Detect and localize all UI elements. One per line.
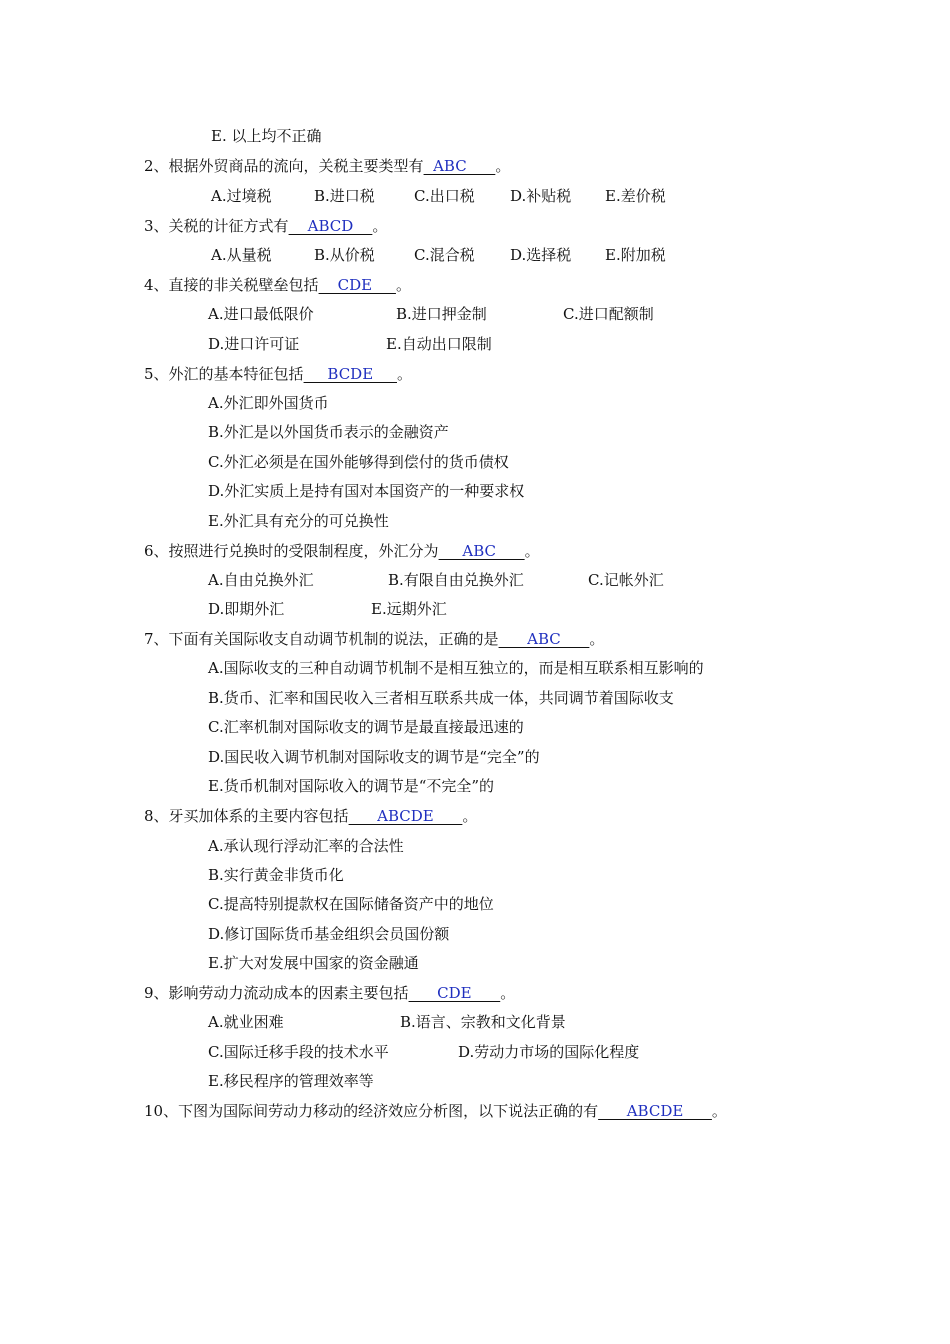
question-number: 9、 — [144, 984, 169, 1002]
question-text: 影响劳动力流动成本的因素主要包括 — [168, 984, 409, 1002]
question-6: 6、按照进行兑换时的受限制程度，外汇分为 ABC 。 — [144, 542, 540, 560]
question-text: 根据外贸商品的流向，关税主要类型有 — [168, 157, 424, 175]
options-row — [0, 1012, 950, 1032]
question-number: 4、 — [144, 276, 169, 294]
option-c: C.进口配额制 — [563, 305, 654, 323]
question-text: 按照进行兑换时的受限制程度，外汇分为 — [168, 542, 439, 560]
option-b: B.进口税 — [314, 187, 375, 205]
question-9: 9、影响劳动力流动成本的因素主要包括 CDE 。 — [144, 984, 516, 1002]
question-text: 下图为国际间劳动力移动的经济效应分析图，以下说法正确的有 — [178, 1102, 599, 1120]
question-7: 7、下面有关国际收支自动调节机制的说法，正确的是 ABC 。 — [144, 630, 605, 648]
question-number: 8、 — [144, 807, 169, 825]
question-text: 下面有关国际收支自动调节机制的说法，正确的是 — [168, 630, 499, 648]
option-a: A.就业困难 — [208, 1013, 284, 1031]
answer-blank: ABC — [498, 630, 590, 648]
answer-blank: ABC — [423, 157, 496, 175]
question-10: 10、下图为国际间劳动力移动的经济效应分析图，以下说法正确的有 ABCDE 。 — [144, 1102, 727, 1120]
answer-blank: ABCD — [288, 217, 373, 235]
option-d: D.劳动力市场的国际化程度 — [458, 1043, 640, 1061]
option-d: D.外汇实质上是持有国对本国资产的一种要求权 — [208, 482, 525, 500]
question-text: 牙买加体系的主要内容包括 — [168, 807, 349, 825]
question-4: 4、直接的非关税壁垒包括 CDE 。 — [144, 276, 411, 294]
question-number: 5、 — [144, 365, 169, 383]
option-b: B.外汇是以外国货币表示的金融资产 — [208, 423, 449, 441]
option-e: E.差价税 — [605, 187, 666, 205]
option-b: B.进口押金制 — [396, 305, 487, 323]
option-a: A.外汇即外国货币 — [208, 394, 329, 412]
options-row — [0, 599, 950, 619]
option-d: D.进口许可证 — [208, 335, 300, 353]
option-d: D.国民收入调节机制对国际收支的调节是“完全”的 — [208, 748, 540, 766]
options-row — [0, 334, 950, 354]
options-row — [0, 1042, 950, 1062]
answer-blank: CDE — [318, 276, 396, 294]
option-a: A.进口最低限价 — [208, 305, 314, 323]
question-number: 6、 — [144, 542, 169, 560]
question-text: 关税的计征方式有 — [168, 217, 289, 235]
options-row — [0, 304, 950, 324]
option-b: B.从价税 — [314, 246, 375, 264]
option-c: C.出口税 — [414, 187, 475, 205]
question-text: 直接的非关税壁垒包括 — [168, 276, 319, 294]
question-8: 8、牙买加体系的主要内容包括 ABCDE 。 — [144, 807, 478, 825]
options-row — [0, 570, 950, 590]
option-c: C.汇率机制对国际收支的调节是最直接最迅速的 — [208, 718, 524, 736]
options-row — [0, 245, 950, 265]
question-3: 3、关税的计征方式有 ABCD 。 — [144, 217, 388, 235]
option-b: B.货币、汇率和国民收入三者相互联系共成一体，共同调节着国际收支 — [208, 689, 674, 707]
option-c: C.记帐外汇 — [588, 571, 664, 589]
option-e: E.远期外汇 — [371, 600, 447, 618]
answer-blank: BCDE — [303, 365, 397, 383]
option-d: D.选择税 — [510, 246, 572, 264]
option-d: D.补贴税 — [510, 187, 572, 205]
option-a: A.国际收支的三种自动调节机制不是相互独立的，而是相互联系相互影响的 — [208, 659, 704, 677]
question-number: 3、 — [144, 217, 169, 235]
option-b: B.语言、宗教和文化背景 — [400, 1013, 566, 1031]
option-e-previous: E. 以上均不正确 — [211, 127, 322, 145]
option-b: B.实行黄金非货币化 — [208, 866, 344, 884]
option-e: E.货币机制对国际收入的调节是“不完全”的 — [208, 777, 495, 795]
question-number: 7、 — [144, 630, 169, 648]
option-a: A.自由兑换外汇 — [208, 571, 314, 589]
option-d: D.修订国际货币基金组织会员国份额 — [208, 925, 450, 943]
option-d: D.即期外汇 — [208, 600, 285, 618]
question-number: 2、 — [144, 157, 169, 175]
question-5: 5、外汇的基本特征包括 BCDE 。 — [144, 365, 413, 383]
option-a: A.承认现行浮动汇率的合法性 — [208, 837, 404, 855]
option-c: C.混合税 — [414, 246, 475, 264]
question-number: 10、 — [144, 1102, 179, 1120]
options-row — [0, 186, 950, 206]
option-e: E.外汇具有充分的可兑换性 — [208, 512, 389, 530]
option-a: A.从量税 — [211, 246, 272, 264]
option-e: E.扩大对发展中国家的资金融通 — [208, 954, 419, 972]
answer-blank: ABCDE — [348, 807, 463, 825]
question-text: 外汇的基本特征包括 — [168, 365, 304, 383]
option-b: B.有限自由兑换外汇 — [388, 571, 524, 589]
question-2: 2、根据外贸商品的流向，关税主要类型有 ABC 。 — [144, 157, 511, 175]
option-c: C.外汇必须是在国外能够得到偿付的货币债权 — [208, 453, 509, 471]
answer-blank: ABC — [438, 542, 525, 560]
option-a: A.过境税 — [211, 187, 272, 205]
option-e: E.附加税 — [605, 246, 666, 264]
option-c: C.提高特别提款权在国际储备资产中的地位 — [208, 895, 494, 913]
option-e: E.移民程序的管理效率等 — [208, 1072, 374, 1090]
option-c: C.国际迁移手段的技术水平 — [208, 1043, 389, 1061]
answer-blank: CDE — [408, 984, 501, 1002]
option-e: E.自动出口限制 — [386, 335, 492, 353]
answer-blank: ABCDE — [598, 1102, 712, 1120]
